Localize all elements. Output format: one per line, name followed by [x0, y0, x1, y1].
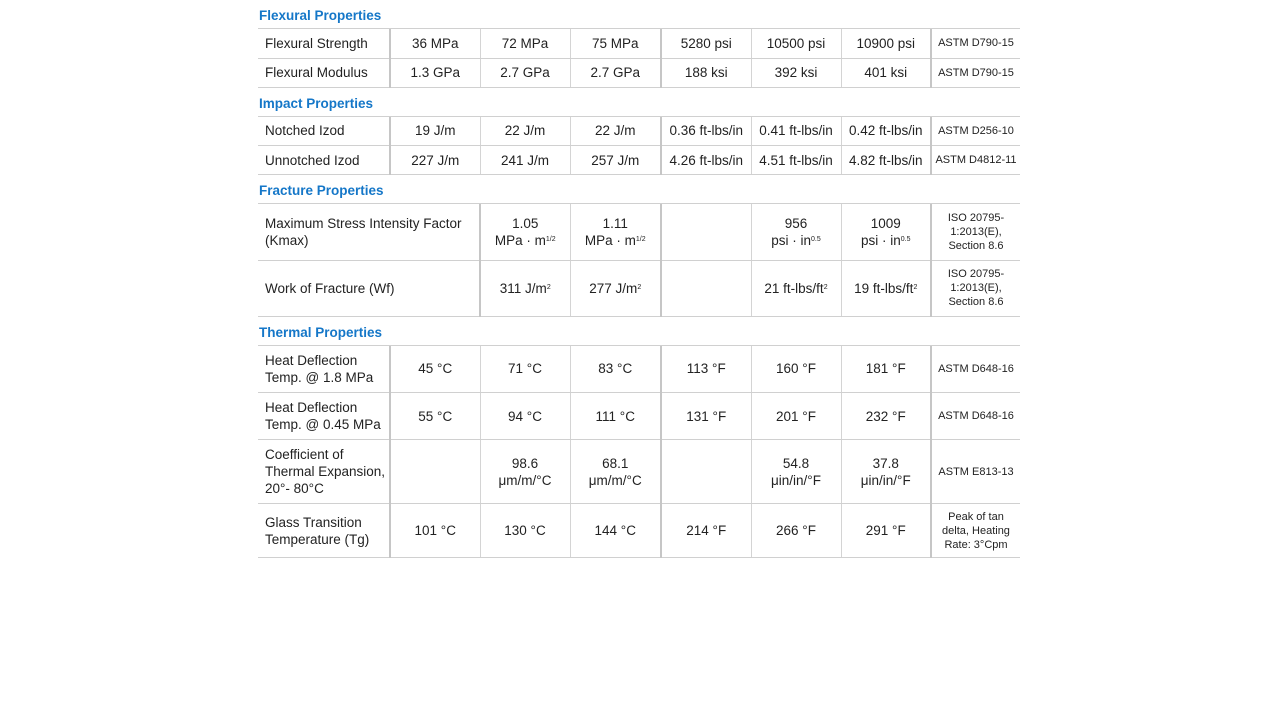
empty-cell: [390, 440, 480, 504]
test-standard: ASTM D648-16: [931, 393, 1020, 440]
value-cell: [480, 440, 570, 504]
value-cell: 10500 psi: [751, 29, 841, 58]
value-cell: 257 J/m: [570, 146, 661, 175]
value-unit: μin/in/°F: [860, 472, 911, 488]
empty-cell: [661, 260, 751, 316]
test-standard: [931, 204, 1020, 260]
standard-line: delta, Heating: [942, 524, 1010, 537]
section-title-thermal: Thermal Properties: [258, 317, 1020, 346]
property-name: [258, 504, 390, 558]
value-cell: 72 MPa: [480, 29, 570, 58]
value-cell: 55 °C: [390, 393, 480, 440]
value-cell: [480, 204, 570, 260]
property-name: Work of Fracture (Wf): [258, 260, 480, 316]
value-cell: [480, 260, 570, 316]
value-cell: [751, 204, 841, 260]
value-text: 19 ft-lbs/ft: [854, 280, 914, 296]
value-cell: 111 °C: [570, 393, 661, 440]
empty-cell: [661, 440, 751, 504]
property-name-line: Temperature (Tg): [265, 531, 370, 547]
value-cell: 130 °C: [480, 504, 570, 558]
property-name: [258, 204, 480, 260]
value-unit: MPa · m: [584, 232, 636, 248]
value-cell: 22 J/m: [480, 117, 570, 146]
value-cell: [841, 440, 931, 504]
value-cell: 4.26 ft-lbs/in: [661, 146, 751, 175]
value-cell: 131 °F: [661, 393, 751, 440]
test-standard: [931, 504, 1020, 558]
impact-table: [258, 117, 1020, 176]
value-cell: 22 J/m: [570, 117, 661, 146]
test-standard: ASTM D256-10: [931, 117, 1020, 146]
property-name-line: Thermal Expansion,: [265, 464, 386, 479]
value-cell: 4.51 ft-lbs/in: [751, 146, 841, 175]
value-unit: psi · in: [861, 232, 901, 248]
value-cell: 5280 psi: [661, 29, 751, 58]
standard-line: ISO 20795-: [947, 211, 1005, 224]
value-cell: 214 °F: [661, 504, 751, 558]
value-cell: 227 J/m: [390, 146, 480, 175]
property-name-line: Maximum Stress Intensity Factor: [265, 215, 462, 231]
property-name: Notched Izod: [258, 117, 390, 146]
standard-line: Section 8.6: [948, 296, 1004, 308]
value-cell: 291 °F: [841, 504, 931, 558]
property-name-line: Heat Deflection: [265, 352, 358, 368]
test-standard: ASTM D790-15: [931, 29, 1020, 58]
value-cell: [841, 260, 931, 316]
table-row: [258, 117, 1020, 146]
value-text: 21 ft-lbs/ft: [764, 280, 824, 296]
value-cell: 71 °C: [480, 346, 570, 393]
standard-line: 1:2013(E),: [950, 282, 1002, 294]
value-cell: 19 J/m: [390, 117, 480, 146]
standard-line: ISO 20795-: [947, 268, 1005, 280]
value-unit: μm/m/°C: [588, 472, 642, 488]
value-cell: 2.7 GPa: [570, 58, 661, 87]
value-unit: MPa · m: [494, 232, 546, 248]
property-name-line: Coefficient of: [265, 447, 344, 462]
property-name-line: Heat Deflection: [265, 400, 358, 415]
unit-exponent: 0.5: [811, 235, 821, 243]
value-cell: 94 °C: [480, 393, 570, 440]
value-cell: [751, 260, 841, 316]
fracture-table: [258, 204, 1020, 317]
value-cell: [570, 260, 661, 316]
standard-line: Rate: 3°Cpm: [944, 538, 1008, 551]
value-cell: 232 °F: [841, 393, 931, 440]
table-row: [258, 504, 1020, 558]
value-cell: 392 ksi: [751, 58, 841, 87]
unit-exponent: 1/2: [635, 235, 646, 243]
table-row: [258, 58, 1020, 87]
value-cell: 201 °F: [751, 393, 841, 440]
table-row: [258, 146, 1020, 175]
value-cell: 0.36 ft-lbs/in: [661, 117, 751, 146]
value-cell: 83 °C: [570, 346, 661, 393]
unit-exponent: 2: [637, 283, 642, 291]
test-standard: ASTM D4812-11: [931, 146, 1020, 175]
unit-exponent: 0.5: [900, 235, 911, 243]
property-name: Unnotched Izod: [258, 146, 390, 175]
standard-line: 1:2013(E),: [950, 225, 1002, 238]
empty-cell: [661, 204, 751, 260]
value-unit: μm/m/°C: [498, 472, 552, 488]
property-name-line: Glass Transition: [265, 514, 362, 530]
value-cell: 36 MPa: [390, 29, 480, 58]
value-cell: 10900 psi: [841, 29, 931, 58]
unit-exponent: 2: [546, 283, 551, 291]
test-standard: ASTM D648-16: [931, 346, 1020, 393]
value-number: 1009: [870, 215, 901, 231]
flexural-table: [258, 29, 1020, 88]
property-name: [258, 346, 390, 393]
table-row: [258, 440, 1020, 504]
standard-line: Section 8.6: [948, 239, 1004, 252]
value-cell: 101 °C: [390, 504, 480, 558]
table-row: [258, 29, 1020, 58]
property-name: Flexural Modulus: [258, 58, 390, 87]
unit-exponent: 2: [913, 283, 918, 291]
table-row: [258, 204, 1020, 260]
value-unit: μin/in/°F: [771, 472, 821, 488]
value-cell: 1.3 GPa: [390, 58, 480, 87]
value-cell: 113 °F: [661, 346, 751, 393]
section-title-fracture: Fracture Properties: [258, 175, 1020, 204]
value-number: 1.05: [512, 215, 539, 231]
value-number: 37.8: [872, 455, 899, 471]
table-row: [258, 346, 1020, 393]
value-unit: psi · in: [771, 232, 812, 248]
property-name-line: Temp. @ 0.45 MPa: [265, 417, 381, 432]
thermal-table: [258, 346, 1020, 559]
value-cell: 4.82 ft-lbs/in: [841, 146, 931, 175]
value-cell: [841, 204, 931, 260]
value-cell: 188 ksi: [661, 58, 751, 87]
property-name-line: Temp. @ 1.8 MPa: [265, 369, 374, 385]
value-cell: 45 °C: [390, 346, 480, 393]
value-number: 1.11: [602, 215, 628, 231]
value-cell: [751, 440, 841, 504]
standard-line: Peak of tan: [948, 510, 1004, 523]
value-cell: 0.41 ft-lbs/in: [751, 117, 841, 146]
value-cell: [570, 440, 661, 504]
properties-sheet: [258, 0, 1020, 558]
test-standard: ASTM E813-13: [931, 440, 1020, 504]
property-name: [258, 393, 390, 440]
value-cell: 241 J/m: [480, 146, 570, 175]
value-cell: 266 °F: [751, 504, 841, 558]
value-cell: 2.7 GPa: [480, 58, 570, 87]
table-row: [258, 393, 1020, 440]
property-name: [258, 440, 390, 504]
value-number: 68.1: [602, 455, 629, 471]
value-number: 956: [784, 215, 808, 231]
value-cell: 181 °F: [841, 346, 931, 393]
value-cell: 401 ksi: [841, 58, 931, 87]
value-cell: [570, 204, 661, 260]
table-row: [258, 260, 1020, 316]
value-cell: 144 °C: [570, 504, 661, 558]
test-standard: ASTM D790-15: [931, 58, 1020, 87]
test-standard: [931, 260, 1020, 316]
value-cell: 0.42 ft-lbs/in: [841, 117, 931, 146]
value-cell: 75 MPa: [570, 29, 661, 58]
property-name-line: 20°- 80°C: [265, 481, 324, 496]
value-text: 311 J/m: [499, 280, 547, 296]
value-cell: 160 °F: [751, 346, 841, 393]
value-text: 277 J/m: [589, 280, 638, 296]
unit-exponent: 2: [823, 283, 828, 291]
section-title-impact: Impact Properties: [258, 88, 1020, 117]
value-number: 54.8: [782, 455, 810, 471]
section-title-flexural: Flexural Properties: [258, 0, 1020, 29]
unit-exponent: 1/2: [545, 235, 556, 243]
property-name: Flexural Strength: [258, 29, 390, 58]
value-number: 98.6: [511, 455, 539, 471]
property-name-line: (Kmax): [265, 232, 309, 248]
